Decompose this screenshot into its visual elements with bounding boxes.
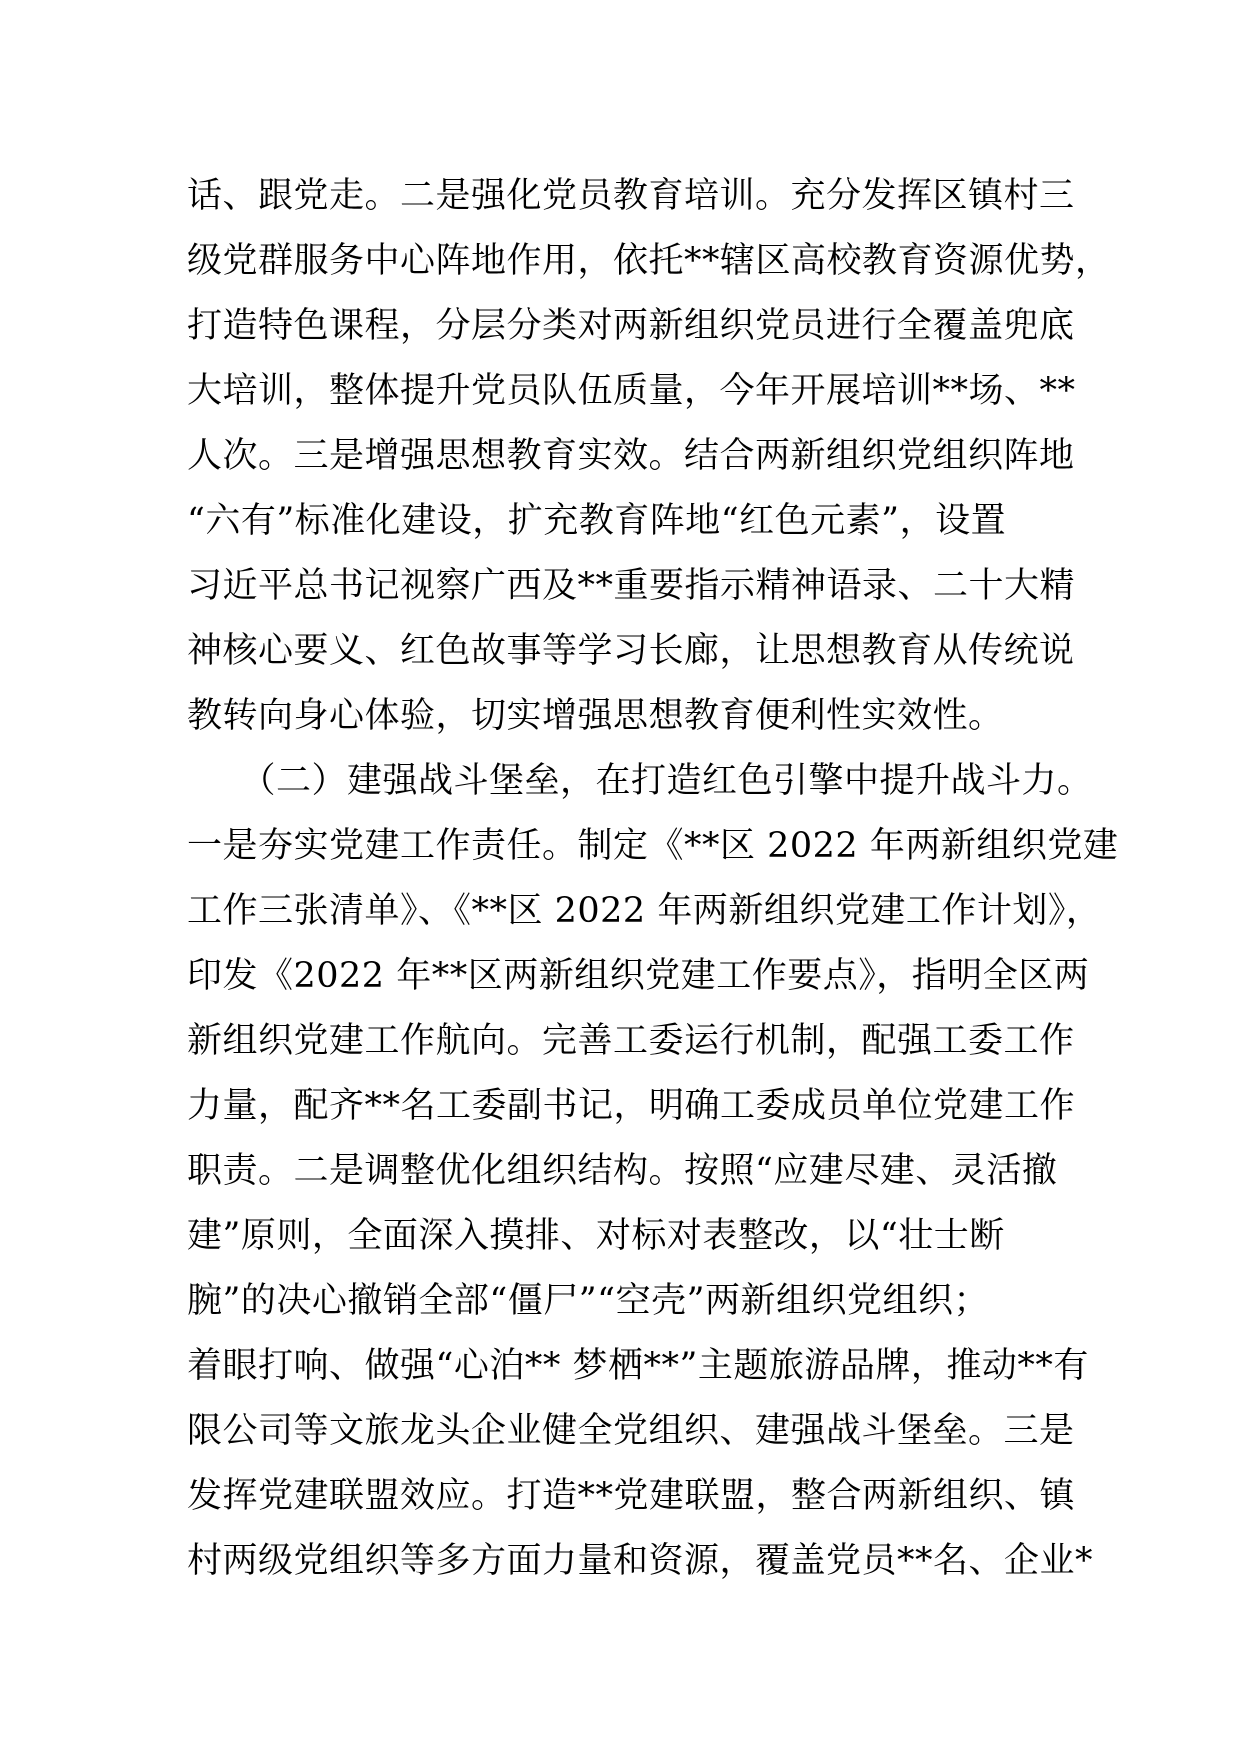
text-line: 教转向身心体验，切实增强思想教育便利性实效性。	[187, 696, 1004, 736]
section-heading-line: （二）建强战斗堡垒，在打造红色引擎中提升战斗力。	[187, 761, 1093, 801]
text-line: 工作三张清单》、《**区 2022 年两新组织党建工作计划》，	[187, 891, 1102, 931]
text-line: 习近平总书记视察广西及**重要指示精神语录、二十大精	[187, 566, 1076, 606]
text-line: 大培训，整体提升党员队伍质量，今年开展培训**场、**	[187, 371, 1076, 411]
text-line: 话、跟党走。二是强化党员教育培训。充分发挥区镇村三	[187, 176, 1075, 216]
text-line: 职责。二是调整优化组织结构。按照“应建尽建、灵活撤	[187, 1151, 1058, 1191]
text-line: 村两级党组织等多方面力量和资源，覆盖党员**名、企业*	[187, 1541, 1094, 1581]
text-line: 印发《2022 年**区两新组织党建工作要点》，指明全区两	[187, 956, 1090, 996]
text-line: “六有”标准化建设，扩充教育阵地“红色元素”，设置	[187, 501, 1007, 541]
text-line: 建”原则，全面深入摸排、对标对表整改，以“壮士断	[187, 1216, 1005, 1256]
text-line: 力量，配齐**名工委副书记，明确工委成员单位党建工作	[187, 1086, 1076, 1126]
text-line: 一是夯实党建工作责任。制定《**区 2022 年两新组织党建	[187, 826, 1119, 866]
text-line: 新组织党建工作航向。完善工委运行机制，配强工委工作	[187, 1021, 1075, 1061]
text-line: 人次。三是增强思想教育实效。结合两新组织党组织阵地	[187, 436, 1075, 476]
text-line: 打造特色课程，分层分类对两新组织党员进行全覆盖兜底	[187, 306, 1075, 346]
text-line: 着眼打响、做强“心泊** 梦栖**”主题旅游品牌，推动**有	[187, 1346, 1089, 1386]
body-text	[187, 164, 1119, 1594]
text-line: 神核心要义、红色故事等学习长廊，让思想教育从传统说	[187, 631, 1075, 671]
text-line: 腕”的决心撤销全部“僵尸”“空壳”两新组织党组织；	[187, 1281, 989, 1321]
text-line: 发挥党建联盟效应。打造**党建联盟，整合两新组织、镇	[187, 1476, 1076, 1516]
text-line: 级党群服务中心阵地作用，依托**辖区高校教育资源优势，	[187, 241, 1111, 281]
text-line: 限公司等文旅龙头企业健全党组织、建强战斗堡垒。三是	[187, 1411, 1075, 1451]
